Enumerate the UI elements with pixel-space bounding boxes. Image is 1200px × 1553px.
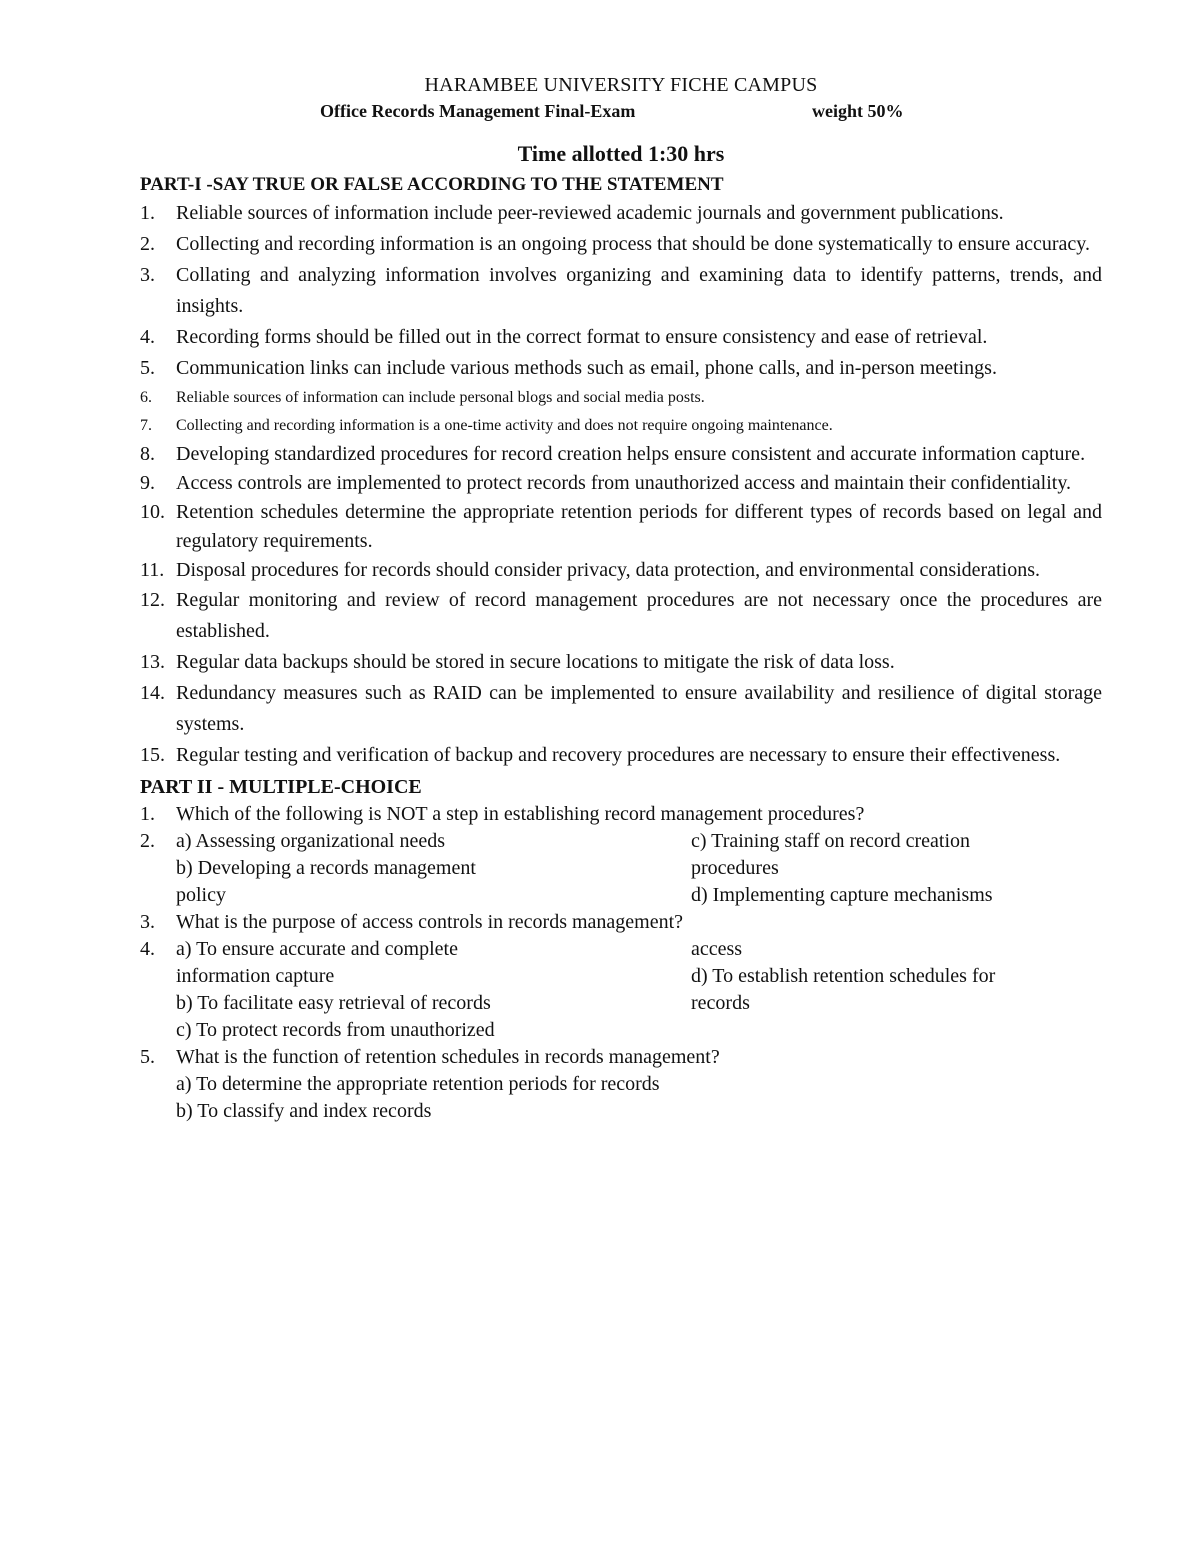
option-line: information capture <box>176 965 335 987</box>
option-line: a) To determine the appropriate retention periods for records <box>176 1073 660 1095</box>
option-line: a) Assessing organizational needs <box>176 830 446 852</box>
part1-heading: PART-I -SAY TRUE OR FALSE ACCORDING TO THE STATEMENT <box>140 174 724 195</box>
list-item <box>140 498 1102 556</box>
list-item <box>140 647 1102 678</box>
exam-page <box>140 72 1102 1125</box>
question-2-options <box>140 828 1102 909</box>
list-item <box>140 412 1102 440</box>
item-text: Developing standardized procedures for record creation helps ensure consistent and accurate information capture. <box>176 443 1086 465</box>
option-line: records <box>691 992 750 1014</box>
option-line: a) To ensure accurate and complete <box>176 938 458 960</box>
item-text: Retention schedules determine the appropriate retention periods for different types of records based on legal and regulatory requirements. <box>176 501 1102 552</box>
item-text: Disposal procedures for records should consider privacy, data protection, and environmental considerations. <box>176 559 1040 581</box>
list-item <box>140 260 1102 322</box>
item-text: Regular data backups should be stored in secure locations to mitigate the risk of data loss. <box>176 651 895 673</box>
list-item <box>140 740 1102 771</box>
list-item <box>140 353 1102 384</box>
item-number: 6. <box>140 389 152 406</box>
option-column-right <box>691 936 1091 1044</box>
list-item <box>140 384 1102 412</box>
option-line: b) Developing a records management <box>176 857 476 879</box>
question-text: Which of the following is NOT a step in establishing record management procedures? <box>176 803 865 825</box>
exam-header <box>140 72 1102 124</box>
question-4-options <box>140 936 1102 1044</box>
item-text: Regular monitoring and review of record management procedures are not necessary once the procedures are established. <box>176 589 1102 642</box>
option-line: b) To classify and index records <box>176 1100 432 1122</box>
item-text: Regular testing and verification of backup and recovery procedures are necessary to ensure their effectiveness. <box>176 744 1061 766</box>
exam-weight: weight 50% <box>812 101 904 121</box>
list-item <box>140 678 1102 740</box>
item-number: 15. <box>140 744 165 766</box>
question-text: What is the purpose of access controls in records management? <box>176 911 684 933</box>
list-item <box>140 585 1102 647</box>
item-text: Communication links can include various methods such as email, phone calls, and in-person meetings. <box>176 357 997 379</box>
item-number: 5. <box>140 357 155 379</box>
question-number: 1. <box>140 803 155 825</box>
item-number: 4. <box>140 326 155 348</box>
item-text: Collecting and recording information is an ongoing process that should be done systematically to ensure accuracy. <box>176 233 1091 255</box>
list-item <box>140 198 1102 229</box>
option-line: procedures <box>691 857 779 879</box>
exam-title-line <box>140 98 1102 124</box>
true-false-list <box>140 198 1102 771</box>
item-number: 13. <box>140 651 165 673</box>
option-line: b) To facilitate easy retrieval of records <box>176 992 491 1014</box>
question-3 <box>140 909 1102 936</box>
item-number: 2. <box>140 233 155 255</box>
list-item <box>140 322 1102 353</box>
option-line: access <box>691 938 743 960</box>
option-columns <box>176 828 1102 909</box>
option-column-left <box>176 828 691 909</box>
question-number: 2. <box>140 830 155 852</box>
option-line: d) To establish retention schedules for <box>691 965 996 987</box>
item-text: Recording forms should be filled out in the correct format to ensure consistency and ease of retrieval. <box>176 326 988 348</box>
item-number: 10. <box>140 501 165 523</box>
question-number: 3. <box>140 911 155 933</box>
item-text: Redundancy measures such as RAID can be implemented to ensure availability and resilience of digital storage systems. <box>176 682 1102 735</box>
item-text: Collating and analyzing information involves organizing and examining data to identify patterns, trends, and insights. <box>176 264 1102 317</box>
question-5 <box>140 1044 1102 1125</box>
option-line: policy <box>176 884 226 906</box>
question-number: 5. <box>140 1046 155 1068</box>
exam-title: Office Records Management Final-Exam <box>320 101 636 121</box>
question-text: What is the function of retention schedules in records management? <box>176 1046 720 1068</box>
item-text: Reliable sources of information can include personal blogs and social media posts. <box>176 389 705 406</box>
item-number: 12. <box>140 589 165 611</box>
list-item <box>140 469 1102 498</box>
item-text: Reliable sources of information include peer-reviewed academic journals and government publications. <box>176 202 1004 224</box>
item-text: Collecting and recording information is a one-time activity and does not require ongoing maintenance. <box>176 417 833 434</box>
item-text: Access controls are implemented to protect records from unauthorized access and maintain their confidentiality. <box>176 472 1072 494</box>
question-1 <box>140 801 1102 828</box>
item-number: 11. <box>140 559 165 581</box>
option-line: c) To protect records from unauthorized <box>176 1019 495 1041</box>
option-column-right <box>691 828 1091 909</box>
item-number: 3. <box>140 264 155 286</box>
university-name: HARAMBEE UNIVERSITY FICHE CAMPUS <box>424 74 818 96</box>
option-column-left <box>176 936 691 1044</box>
list-item <box>140 440 1102 469</box>
item-number: 14. <box>140 682 165 704</box>
question-number: 4. <box>140 938 155 960</box>
item-number: 9. <box>140 472 155 494</box>
item-number: 1. <box>140 202 155 224</box>
option-columns <box>176 936 1102 1044</box>
multiple-choice-section <box>140 801 1102 1125</box>
list-item <box>140 556 1102 585</box>
option-line: c) Training staff on record creation <box>691 830 970 852</box>
option-line: d) Implementing capture mechanisms <box>691 884 993 906</box>
part2-heading: PART II - MULTIPLE-CHOICE <box>140 776 422 798</box>
item-number: 8. <box>140 443 155 465</box>
time-allotted: Time allotted 1:30 hrs <box>517 141 725 166</box>
item-number: 7. <box>140 417 152 434</box>
list-item <box>140 229 1102 260</box>
